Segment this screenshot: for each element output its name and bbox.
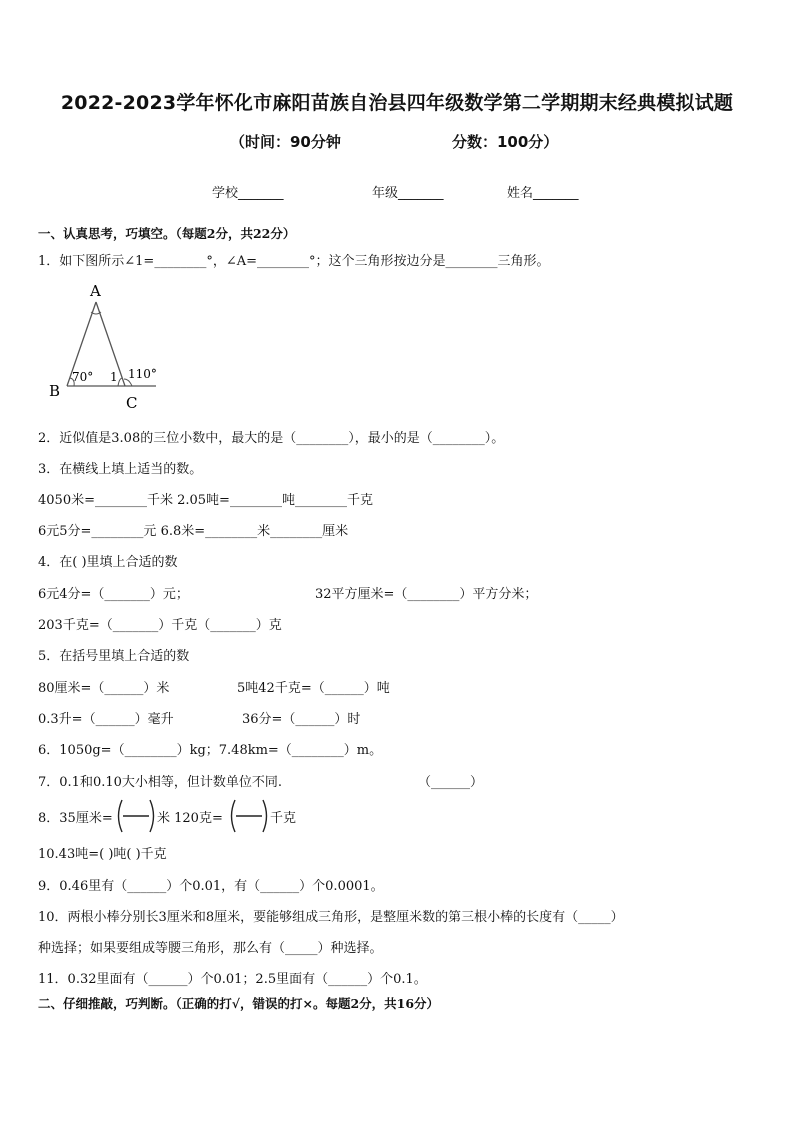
section2-heading: 二、仔细推敲，巧判断。（正确的打√，错误的打×。每题2分，共16分） xyxy=(38,996,440,1011)
exam-title: 2022-2023学年怀化市麻阳苗族自治县四年级数学第二学期期末经典模拟试题 xyxy=(60,92,734,114)
question-3: 3．在横线上填上适当的数。 xyxy=(38,462,203,477)
question-4-line-2: 203千克=（_______）千克（_______）克 xyxy=(38,618,282,633)
question-11: 11．0.32里面有（______）个0.01；2.5里面有（______）个0.1。 xyxy=(38,972,427,987)
vertex-label-a: A xyxy=(90,282,101,300)
question-8-unit-1: 米 120克= xyxy=(157,811,223,826)
question-3-line-1: 4050米=________千米 2.05吨=________吨________千克 xyxy=(38,493,373,508)
angle-b-label: 70° xyxy=(72,370,94,384)
fraction-blank-2 xyxy=(228,799,270,833)
triangle-figure xyxy=(44,280,174,410)
question-2: 2．近似值是3.08的三位小数中，最大的是（________），最小的是（________）。 xyxy=(38,431,505,446)
question-5-line-1-left: 80厘米=（______）米 xyxy=(38,681,170,696)
question-1: 1．如下图所示∠1=________°，∠A=________°；这个三角形按边分是________三角形。 xyxy=(38,254,550,269)
vertex-label-b: B xyxy=(49,382,61,400)
question-8-line-2: 10.43吨=( )吨( )千克 xyxy=(38,847,167,862)
question-8-prefix: 8．35厘米= xyxy=(38,811,113,826)
question-9: 9．0.46里有（______）个0.01，有（______）个0.0001。 xyxy=(38,879,384,894)
grade-field: 年级_______ xyxy=(372,186,444,201)
question-7: 7．0.1和0.10大小相等，但计数单位不同. xyxy=(38,775,283,790)
section1-heading: 一、认真思考，巧填空。（每题2分，共22分） xyxy=(38,226,296,241)
question-3-line-2: 6元5分=________元 6.8米=________米________厘米 xyxy=(38,524,349,539)
vertex-label-c: C xyxy=(126,394,138,410)
question-4-line-1-left: 6元4分=（_______）元； xyxy=(38,587,189,602)
question-7-answer-blank: （______） xyxy=(418,775,484,790)
school-field: 学校_______ xyxy=(212,186,284,201)
angle-1-label: 1 xyxy=(110,370,118,384)
exam-time: （时间：90分钟 xyxy=(230,133,341,151)
question-8-unit-2: 千克 xyxy=(270,811,297,826)
exam-score: 分数：100分） xyxy=(452,133,559,151)
question-5-line-2-left: 0.3升=（______）毫升 xyxy=(38,712,174,727)
question-5-line-1-right: 5吨42千克=（______）吨 xyxy=(237,681,390,696)
question-10-line-1: 10．两根小棒分别长3厘米和8厘米，要能够组成三角形，是整厘米数的第三根小棒的长度有（_____） xyxy=(38,910,624,925)
exterior-angle-label: 110° xyxy=(128,367,157,381)
question-4-line-1-right: 32平方厘米=（________）平方分米； xyxy=(315,587,538,602)
question-10-line-2: 种选择；如果要组成等腰三角形，那么有（_____）种选择。 xyxy=(38,941,383,956)
question-5-line-2-right: 36分=（______）时 xyxy=(242,712,361,727)
question-4: 4．在( )里填上合适的数 xyxy=(38,555,178,570)
question-6: 6．1050g=（________）kg；7.48km=（________）m。 xyxy=(38,743,383,758)
name-field: 姓名_______ xyxy=(507,186,579,201)
fraction-blank-1 xyxy=(115,799,157,833)
question-5: 5．在括号里填上合适的数 xyxy=(38,649,190,664)
